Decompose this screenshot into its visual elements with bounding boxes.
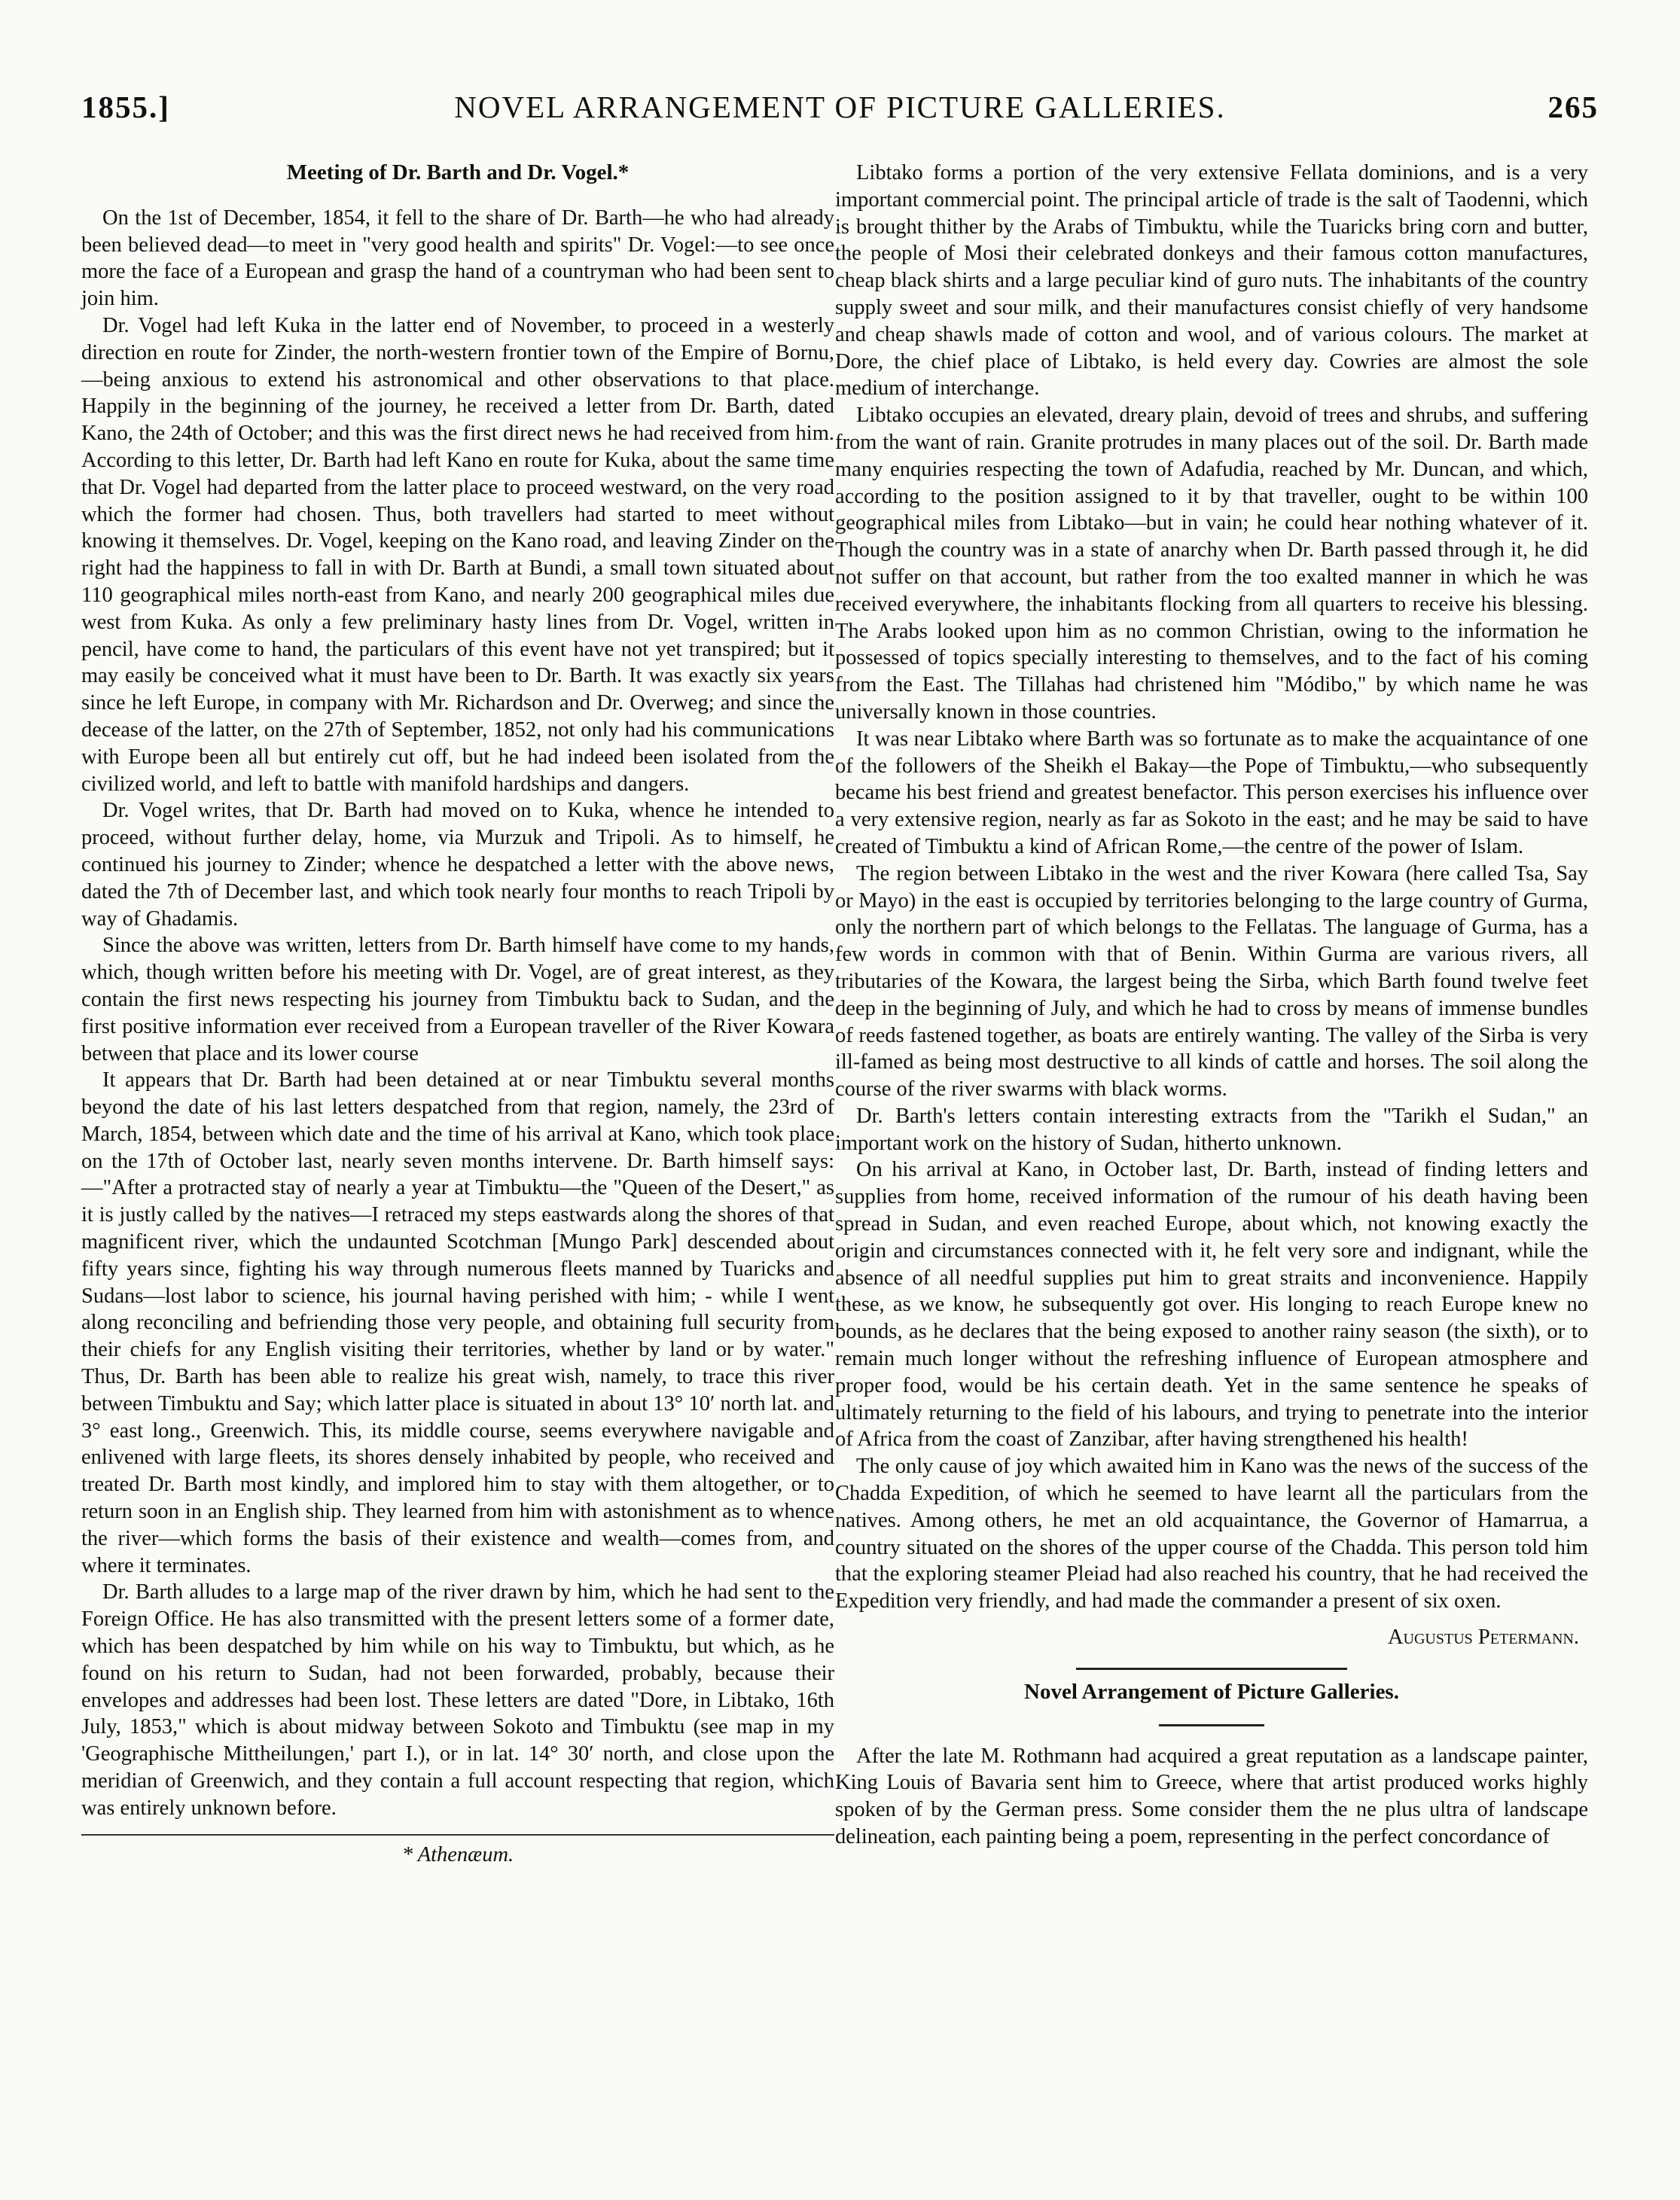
heading-underline bbox=[1159, 1724, 1264, 1726]
header-year: 1855.] bbox=[81, 90, 170, 124]
footnote: * Athenæum. bbox=[401, 1842, 514, 1866]
left-column bbox=[81, 160, 834, 1868]
section-divider bbox=[1076, 1668, 1347, 1670]
page-number: 265 bbox=[1547, 90, 1599, 124]
paragraph: Dr. Vogel writes, that Dr. Barth had moved on to Kuka, whence he intended to proceed, without further delay, home, via Murzuk and Tripoli. As to himself, he continued his journey to Zinder; whence he despatched a letter with the above news, dated the 7th of December last, and which took nearly four months to reach Tripoli by way of Ghadamis. bbox=[81, 799, 834, 931]
paragraph: Dr. Barth alludes to a large map of the river drawn by him, which he had sent to the Foreign Office. He has also transmitted with the present letters some of a former date, which has been despatched by him while on his way to Timbuktu, but which, as he found on his return to Sudan, had not been forwarded, probably, because their envelopes and addresses had been lost. These letters are dated "Dore, in Libtako, 16th July, 1853," which is about midway between Sokoto and Timbuktu (see map in my 'Geographische Mittheilungen,' part I.), or in lat. 14° 30′ north, and close upon the meridian of Greenwich, and they contain a full account respecting that region, which was entirely unknown before. bbox=[81, 1580, 834, 1820]
paragraph: On the 1st of December, 1854, it fell to the share of Dr. Barth—he who had already been believed dead—to meet in "very good health and spirits" Dr. Vogel:—to see once more the face of a European and grasp the hand of a countryman who had been sent to join him. bbox=[81, 206, 834, 311]
paragraph: Libtako occupies an elevated, dreary plain, devoid of trees and shrubs, and suffering from the want of rain. Granite protrudes in many places out of the soil. Dr. Barth made many enquiries respecting the town of Adafudia, reached by Mr. Duncan, and which, according to the position assigned to it by that traveller, ought to be within 100 geographical miles from Libtako—but in vain; he could hear nothing whatever of it. Though the country was in a state of anarchy when Dr. Barth passed through it, he did not suffer on that account, but rather from the too exalted manner in which he was received everywhere, the inhabitants flocking from all quarters to receive his blessing. The Arabs looked upon him as no common Christian, owing to the information he possessed of topics specially interesting to themselves, and to the fact of his coming from the East. The Tillahas had christened him "Módibo," by which name he was universally known in those countries. bbox=[835, 404, 1588, 724]
paragraph: Dr. Vogel had left Kuka in the latter end of November, to proceed in a westerly direction en route for Zinder, the north-western frontier town of the Empire of Bornu,—being anxious to extend his astronomical and other observations to that place. Happily in the beginning of the journey, he received a letter from Dr. Barth, dated Kano, the 24th of October; and this was the first direct news he had received from him. According to this letter, Dr. Barth had left Kano en route for Kuka, about the same time that Dr. Vogel had departed from the latter place to proceed westward, on the very road which the former had chosen. Thus, both travellers had started to meet without knowing it themselves. Dr. Vogel, keeping on the Kano road, and leaving Zinder on the right had the happiness to fall in with Dr. Barth at Bundi, a small town situated about 110 geographical miles north-east from Kano, and nearly 200 geographical miles due west from Kuka. As only a few preliminary hasty lines from Dr. Vogel, written in pencil, have come to hand, the particulars of this event have not yet transpired; but it may easily be conceived what it must have been to Dr. Barth. It was exactly six years since he left Europe, in company with Mr. Richardson and Dr. Overweg; and since the decease of the latter, on the 27th of September, 1852, not only had his communications with Europe been all but entirely cut off, but he had indeed been isolated from the civilized world, and left to battle with manifold hardships and dangers. bbox=[81, 313, 834, 796]
article-heading-picture-galleries: Novel Arrangement of Picture Galleries. bbox=[1024, 1679, 1399, 1704]
footnote-divider bbox=[81, 1834, 834, 1836]
right-column bbox=[835, 160, 1588, 1851]
paragraph: Dr. Barth's letters contain interesting extracts from the "Tarikh el Sudan," an important work on the history of Sudan, hitherto unknown. bbox=[835, 1104, 1588, 1155]
paragraph: The region between Libtako in the west and the river Kowara (here called Tsa, Say or Mayo) in the east is occupied by territories belonging to the large country of Gurma, only the northern part of which belongs to the Fellatas. The language of Gurma, has a few words in common with that of Benin. Within Gurma are various rivers, all tributaries of the Kowara, the largest being the Sirba, which Barth found twelve feet deep in the beginning of July, and which he had to cross by means of immense bundles of reeds fastened together, as boats are entirely wanting. The valley of the Sirba is very ill-famed as being most destructive to all kinds of cattle and horses. The soil along the course of the river swarms with black worms. bbox=[835, 861, 1588, 1102]
paragraph: It was near Libtako where Barth was so fortunate as to make the acquaintance of one of the followers of the Sheikh el Bakay—the Pope of Timbuktu,—who subsequently became his best friend and greatest benefactor. This person exercises his influence over a very extensive region, nearly as far as Sokoto in the east; and he may be said to have created of Timbuktu a kind of African Rome,—the centre of the power of Islam. bbox=[835, 727, 1588, 858]
paragraph: Libtako forms a portion of the very extensive Fellata dominions, and is a very important commercial point. The principal article of trade is the salt of Taodenni, which is brought thither by the Arabs of Timbuktu, while the Tuaricks bring corn and butter, the people of Mosi their celebrated donkeys and their famous cotton manufactures, cheap black shirts and a large peculiar kind of guro nuts. The inhabitants of the country supply sweet and sour milk, and their manufactures consist chiefly of very handsome and cheap shawls made of cotton and wool, and of various colours. The market at Dore, the chief place of Libtako, is held every day. Cowries are almost the sole medium of interchange. bbox=[835, 161, 1588, 401]
paragraph: It appears that Dr. Barth had been detained at or near Timbuktu several months beyond the date of his last letters despatched from that region, namely, the 23rd of March, 1854, between which date and the time of his arrival at Kano, which took place on the 17th of October last, nearly seven months intervene. Dr. Barth himself says:—"After a protracted stay of nearly a year at Timbuktu—the "Queen of the Desert," as it is justly called by the natives—I retraced my steps eastwards along the shores of that magnificent river, which the undaunted Scotchman [Mungo Park] descended about fifty years since, fighting his way through numerous fleets manned by Tuaricks and Sudans—lost labor to science, his journal having perished with him; - while I went along reconciling and befriending those very people, and obtaining full security from their chiefs for any English visiting their territories, whether by land or by water." Thus, Dr. Barth has been able to realize his great wish, namely, to trace this river between Timbuktu and Say; which latter place is situated in about 13° 10′ north lat. and 3° east long., Greenwich. This, its middle course, seems everywhere navigable and enlivened with large fleets, its shores densely inhabited by people, who received and treated Dr. Barth most kindly, and implored him to stay with them altogether, or to return soon in an English ship. They learned from him with astonishment as to whence the river—which forms the basis of their existence and wealth—comes from, and where it terminates. bbox=[81, 1068, 834, 1577]
paragraph: On his arrival at Kano, in October last, Dr. Barth, instead of finding letters and supplies from home, received information of the rumour of his death having been spread in Sudan, and even reached Europe, about which, not knowing exactly the origin and circumstances connected with it, he felt very sore and indignant, while the absence of all needful supplies put him to great straits and inconvenience. Happily these, as we know, he subsequently got over. His longing to reach Europe knew no bounds, as he declares that the being exposed to another rainy season (the sixth), or to remain much longer without the refreshing influence of European atmosphere and proper food, would be his certain death. Yet in the same sentence he speaks of ultimately returning to the field of his labours, and trying to penetrate into the interior of Africa from the coast of Zanzibar, after having strengthened his health! bbox=[835, 1158, 1588, 1452]
paragraph: After the late M. Rothmann had acquired a great reputation as a landscape painter, King Louis of Bavaria sent him to Greece, where that artist produced works highly spoken of by the German press. Some consider them the ne plus ultra of landscape delineation, each painting being a poem, representing in the perfect concordance of bbox=[835, 1744, 1588, 1849]
paragraph: Since the above was written, letters from Dr. Barth himself have come to my hands, which, though written before his meeting with Dr. Vogel, are of great interest, as they contain the first news respecting his journey from Timbuktu back to Sudan, and the first positive information ever received from a European traveller of the River Kowara between that place and its lower course bbox=[81, 934, 834, 1065]
paragraph: The only cause of joy which awaited him in Kano was the news of the success of the Chadda Expedition, of which he seemed to have learnt all the particulars from the natives. Among others, he met an old acquaintance, the Governor of Hamarrua, a country situated on the shores of the upper course of the Chadda. This person told him that the exploring steamer Pleiad had also reached his country, that he had received the Expedition very friendly, and had made the commander a present of six oxen. bbox=[835, 1455, 1588, 1613]
running-header bbox=[81, 89, 1599, 134]
header-title: NOVEL ARRANGEMENT OF PICTURE GALLERIES. bbox=[454, 90, 1226, 124]
author-signature: Augustus Petermann. bbox=[1387, 1626, 1579, 1650]
article-heading-barth-vogel: Meeting of Dr. Barth and Dr. Vogel.* bbox=[286, 160, 630, 184]
